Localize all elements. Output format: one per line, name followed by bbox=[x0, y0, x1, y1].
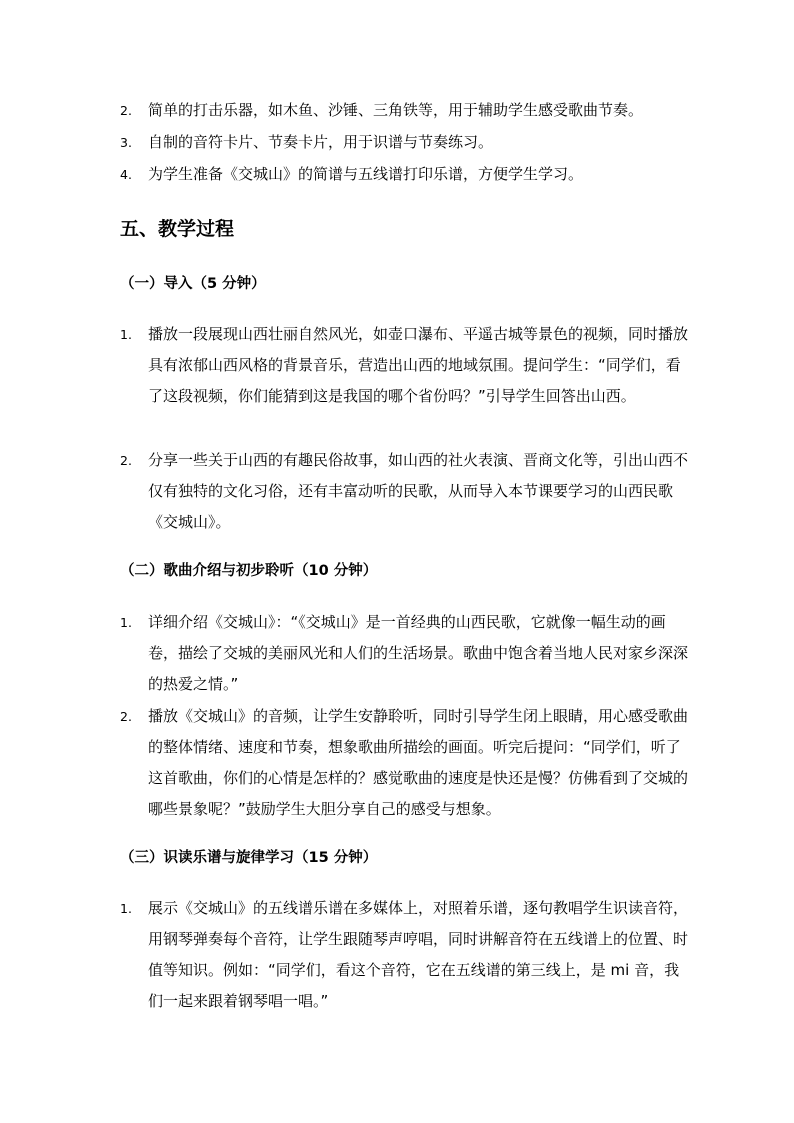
subsection-title: （一）导入（5 分钟） bbox=[120, 276, 266, 292]
list-number: 1. bbox=[120, 615, 132, 630]
list-item bbox=[120, 701, 690, 825]
list-number: 1. bbox=[120, 901, 132, 916]
list-number: 3. bbox=[120, 135, 132, 150]
subsection-title: （二）歌曲介绍与初步聆听（10 分钟） bbox=[120, 563, 378, 579]
list-text: 自制的音符卡片、节奏卡片，用于识谱与节奏练习。 bbox=[148, 133, 494, 151]
list-number: 2. bbox=[120, 453, 132, 468]
list-text: 分享一些关于山西的有趣民俗故事，如山西的社火表演、晋商文化等，引出山西不仅有独特的文化习俗，还有丰富动听的民歌，从而导入本节课要学习的山西民歌《交城山》。 bbox=[148, 451, 689, 531]
list-text: 详细介绍《交城山》：“《交城山》是一首经典的山西民歌，它就像一幅生动的画卷，描绘了交城的美丽风光和人们的生活场景。歌曲中饱含着当地人民对家乡深深的热爱之情。” bbox=[148, 613, 689, 693]
list-text: 展示《交城山》的五线谱乐谱在多媒体上，对照着乐谱，逐句教唱学生识读音符，用钢琴弹奏每个音符，让学生跟随琴声哼唱，同时讲解音符在五线谱上的位置、时值等知识。例如：“同学们，看这个音符，它在五线谱的第三线上，是 mi 音，我们一起来跟着钢琴唱一唱。” bbox=[148, 899, 689, 1010]
list-number: 2. bbox=[120, 709, 132, 724]
section-title: 五、教学过程 bbox=[120, 218, 235, 240]
subsection-title: （三）识读乐谱与旋律学习（15 分钟） bbox=[120, 850, 378, 866]
list-item bbox=[120, 445, 690, 538]
list-text: 播放《交城山》的音频，让学生安静聆听，同时引导学生闭上眼睛，用心感受歌曲的整体情绪、速度和节奏，想象歌曲所描绘的画面。听完后提问：“同学们，听了这首歌曲，你们的心情是怎样的？感觉歌曲的速度是快还是慢？仿佛看到了交城的哪些景象呢？”鼓励学生大胆分享自己的感受与想象。 bbox=[148, 707, 689, 818]
list-item bbox=[120, 95, 690, 126]
list-item bbox=[120, 607, 690, 700]
list-number: 1. bbox=[120, 327, 132, 342]
list-item bbox=[120, 893, 690, 1017]
list-text: 播放一段展现山西壮丽自然风光，如壶口瀑布、平遥古城等景色的视频，同时播放具有浓郁山西风格的背景音乐，营造出山西的地域氛围。提问学生：“同学们，看了这段视频，你们能猜到这是我国的哪个省份吗？”引导学生回答出山西。 bbox=[148, 325, 689, 405]
list-text: 简单的打击乐器，如木鱼、沙锤、三角铁等，用于辅助学生感受歌曲节奏。 bbox=[148, 101, 644, 119]
list-number: 2. bbox=[120, 103, 132, 118]
list-item bbox=[120, 159, 690, 190]
list-number: 4. bbox=[120, 167, 132, 182]
list-item bbox=[120, 319, 690, 412]
list-item bbox=[120, 127, 690, 158]
list-text: 为学生准备《交城山》的简谱与五线谱打印乐谱，方便学生学习。 bbox=[148, 165, 584, 183]
